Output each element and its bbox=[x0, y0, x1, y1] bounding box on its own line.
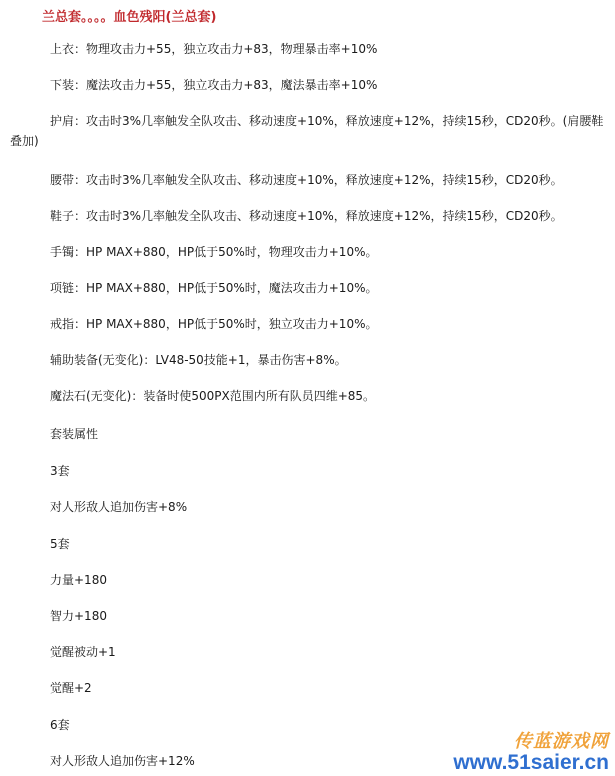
set-3-bonus: 对人形敌人追加伤害+8% bbox=[50, 500, 188, 514]
page-title: 兰总套。。。。血色残阳(兰总套) bbox=[42, 10, 217, 25]
item-hujian: 护肩：攻击时3%几率触发全队攻击、移动速度+10%，释放速度+12%，持续15秒，CD20秒。(肩腰鞋 bbox=[50, 114, 604, 128]
set-5-label: 5套 bbox=[50, 537, 70, 551]
watermark-brand: 传蓝游戏网 bbox=[514, 731, 609, 752]
item-fuzhu: 辅助装备(无变化)：LV48-50技能+1，暴击伤害+8%。 bbox=[50, 353, 347, 367]
set-attributes-heading: 套装属性 bbox=[50, 427, 99, 441]
set-3-label: 3套 bbox=[50, 464, 70, 478]
item-xiezi: 鞋子：攻击时3%几率触发全队攻击、移动速度+10%，释放速度+12%，持续15秒，CD20秒。 bbox=[50, 209, 563, 223]
set-6-bonus: 对人形敌人追加伤害+12% bbox=[50, 754, 195, 768]
set-5-strength: 力量+180 bbox=[50, 573, 107, 587]
item-shouzhuo: 手镯：HP MAX+880，HP低于50%时，物理攻击力+10%。 bbox=[50, 245, 378, 259]
set-6-label: 6套 bbox=[50, 718, 70, 732]
item-shangyi: 上衣：物理攻击力+55，独立攻击力+83，物理暴击率+10% bbox=[50, 42, 378, 56]
item-jiezhi: 戒指：HP MAX+880，HP低于50%时，独立攻击力+10%。 bbox=[50, 317, 378, 331]
item-yaodai: 腰带：攻击时3%几率触发全队攻击、移动速度+10%，释放速度+12%，持续15秒，CD20秒。 bbox=[50, 173, 563, 187]
set-5-awaken: 觉醒+2 bbox=[50, 681, 92, 695]
item-xianglian: 项链：HP MAX+880，HP低于50%时，魔法攻击力+10%。 bbox=[50, 281, 378, 295]
site-watermark bbox=[453, 732, 609, 774]
set-5-awaken-passive: 觉醒被动+1 bbox=[50, 645, 116, 659]
set-5-intelligence: 智力+180 bbox=[50, 609, 107, 623]
item-xiazhuang: 下装：魔法攻击力+55，独立攻击力+83，魔法暴击率+10% bbox=[50, 78, 378, 92]
item-hujian-cont: 叠加) bbox=[10, 134, 39, 148]
watermark-url: www.51saier.cn bbox=[453, 751, 609, 774]
item-mofashi: 魔法石(无变化)：装备时使500PX范围内所有队员四维+85。 bbox=[50, 389, 376, 403]
